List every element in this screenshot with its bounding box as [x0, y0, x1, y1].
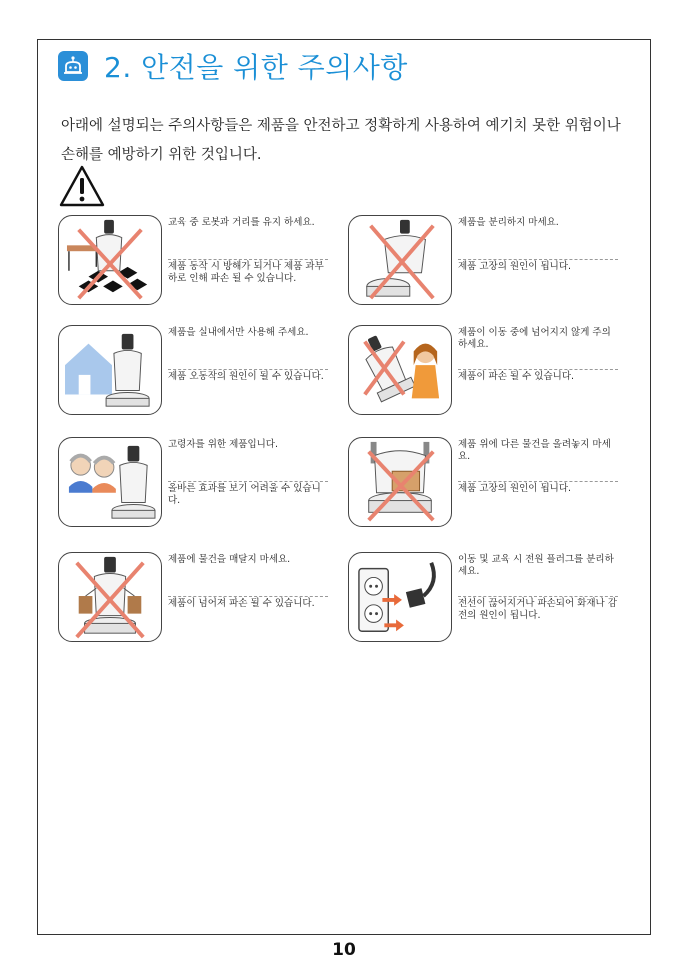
- power-plug-image: [348, 552, 452, 642]
- robot-near-table-image: [58, 215, 162, 305]
- page-title: 2. 안전을 위한 주의사항: [104, 51, 408, 84]
- divider: [458, 259, 618, 260]
- caution-item: [58, 552, 328, 644]
- caution-detail: 제품 고장의 원인이 됩니다.: [458, 261, 572, 272]
- caution-title: 제품을 분리하지 마세요.: [458, 217, 559, 228]
- robot-falling-image: [348, 325, 452, 415]
- robot-disassembly-image: [348, 215, 452, 305]
- section-header: [58, 46, 408, 86]
- caution-item: [348, 552, 618, 644]
- robot-elderly-image: [58, 437, 162, 527]
- caution-title: 교육 중 로봇과 거리를 유지 하세요.: [168, 217, 315, 228]
- caution-detail: 제품이 파손 될 수 있습니다.: [458, 371, 575, 382]
- divider: [168, 596, 328, 597]
- robot-indoor-image: [58, 325, 162, 415]
- page-frame: [37, 39, 651, 935]
- divider: [458, 481, 618, 482]
- caution-item: [348, 437, 618, 529]
- robot-hanging-bags-image: [58, 552, 162, 642]
- robot-icon: [58, 51, 88, 81]
- caution-detail: 제품이 넘어져 파손 될 수 있습니다.: [168, 598, 315, 609]
- caution-item: [58, 437, 328, 529]
- caution-item: [348, 215, 618, 307]
- caution-title: 제품에 물건을 매달지 마세요.: [168, 554, 291, 565]
- divider: [168, 369, 328, 370]
- divider: [458, 596, 618, 597]
- caution-title: 이동 및 교육 시 전원 플러그를 분리하세요.: [458, 554, 614, 577]
- caution-item: [58, 325, 328, 417]
- page-number: 10: [332, 940, 356, 960]
- divider: [168, 481, 328, 482]
- robot-box-on-top-image: [348, 437, 452, 527]
- caution-detail: 전선이 끊어지거나 파손되어 화재나 감전의 원인이 됩니다.: [458, 598, 617, 621]
- caution-title: 고령자를 위한 제품입니다.: [168, 439, 279, 450]
- caution-detail: 제품 동작 시 방해가 되거나 제품 과부하로 인해 파손 될 수 있습니다.: [168, 261, 324, 284]
- warning-triangle-icon: [58, 164, 106, 208]
- divider: [168, 259, 328, 260]
- caution-detail: 제품 오동작의 원인이 될 수 있습니다.: [168, 371, 324, 382]
- caution-item: [348, 325, 618, 417]
- intro-text: 아래에 설명되는 주의사항들은 제품을 안전하고 정확하게 사용하여 예기치 못한 위험이나 손해를 예방하기 위한 것입니다.: [61, 118, 621, 163]
- caution-title: 제품이 이동 중에 넘어지지 않게 주의 하세요.: [458, 327, 611, 350]
- caution-detail: 제품 고장의 원인이 됩니다.: [458, 483, 572, 494]
- caution-detail: 올바른 효과를 보기 어려울 수 있습니다.: [168, 483, 321, 506]
- caution-title: 제품 위에 다른 물건을 올려놓지 마세요.: [458, 439, 611, 462]
- divider: [458, 369, 618, 370]
- caution-item: [58, 215, 328, 307]
- caution-title: 제품을 실내에서만 사용해 주세요.: [168, 327, 309, 338]
